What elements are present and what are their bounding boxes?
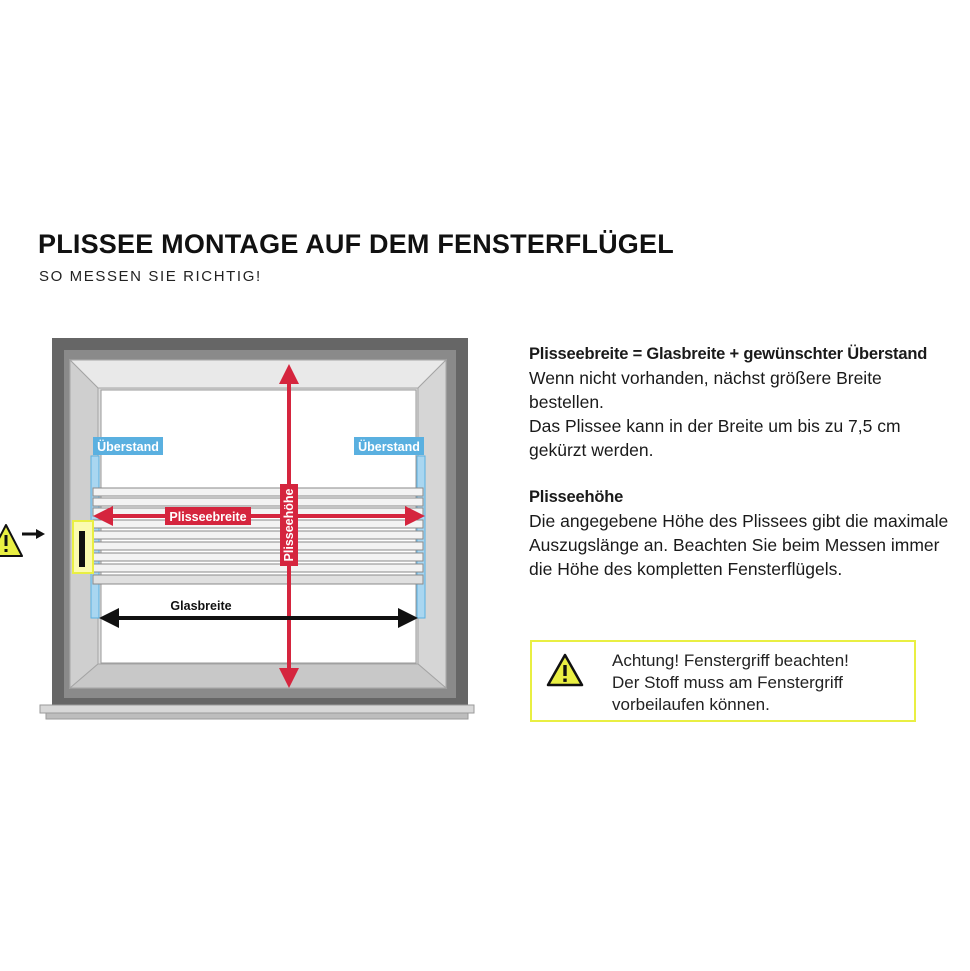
width-heading: Plisseebreite = Glasbreite + gewünschter Überstand (529, 345, 928, 363)
warning-icon (0, 525, 22, 556)
width-text-1: Wenn nicht vorhanden, nächst größere Breite bestellen. (529, 368, 882, 412)
warning-icon (546, 652, 584, 688)
window-measurement-diagram (0, 330, 480, 730)
width-text-2: Das Plissee kann in der Breite um bis zu 7,5 cm gekürzt werden. (529, 416, 901, 460)
window-sill (40, 705, 474, 719)
svg-text:Überstand: Überstand (97, 440, 159, 454)
svg-text:Plisseehöhe: Plisseehöhe (282, 488, 296, 562)
warning-line-1: Achtung! Fenstergriff beachten! (612, 651, 849, 670)
page-title: PLISSEE MONTAGE AUF DEM FENSTERFLÜGEL (38, 229, 674, 259)
svg-text:Plisseebreite: Plisseebreite (169, 510, 247, 524)
warning-line-3: vorbeilaufen können. (612, 695, 770, 714)
label-overhang-right (354, 437, 424, 455)
height-text: Die angegebene Höhe des Plissees gibt die maximale Auszugslänge an. Beachten Sie beim Messen immer die Höhe des kompletten Fensterflügels. (529, 511, 949, 579)
height-heading: Plisseehöhe (529, 488, 624, 506)
svg-text:Überstand: Überstand (358, 440, 420, 454)
label-glass-width (170, 599, 231, 613)
warning-text (612, 650, 849, 716)
svg-text:Glasbreite: Glasbreite (170, 599, 232, 613)
measurement-instructions (529, 342, 959, 581)
pleated-blind (93, 488, 423, 584)
label-pleat-width (165, 507, 251, 525)
label-overhang-left (93, 437, 163, 455)
label-pleat-height (280, 484, 298, 566)
warning-box (530, 640, 916, 722)
window-handle-icon (73, 521, 93, 573)
warning-line-2: Der Stoff muss am Fenstergriff (612, 673, 843, 692)
page-subtitle: SO MESSEN SIE RICHTIG! (39, 268, 262, 285)
arrow-right-icon (22, 529, 45, 539)
